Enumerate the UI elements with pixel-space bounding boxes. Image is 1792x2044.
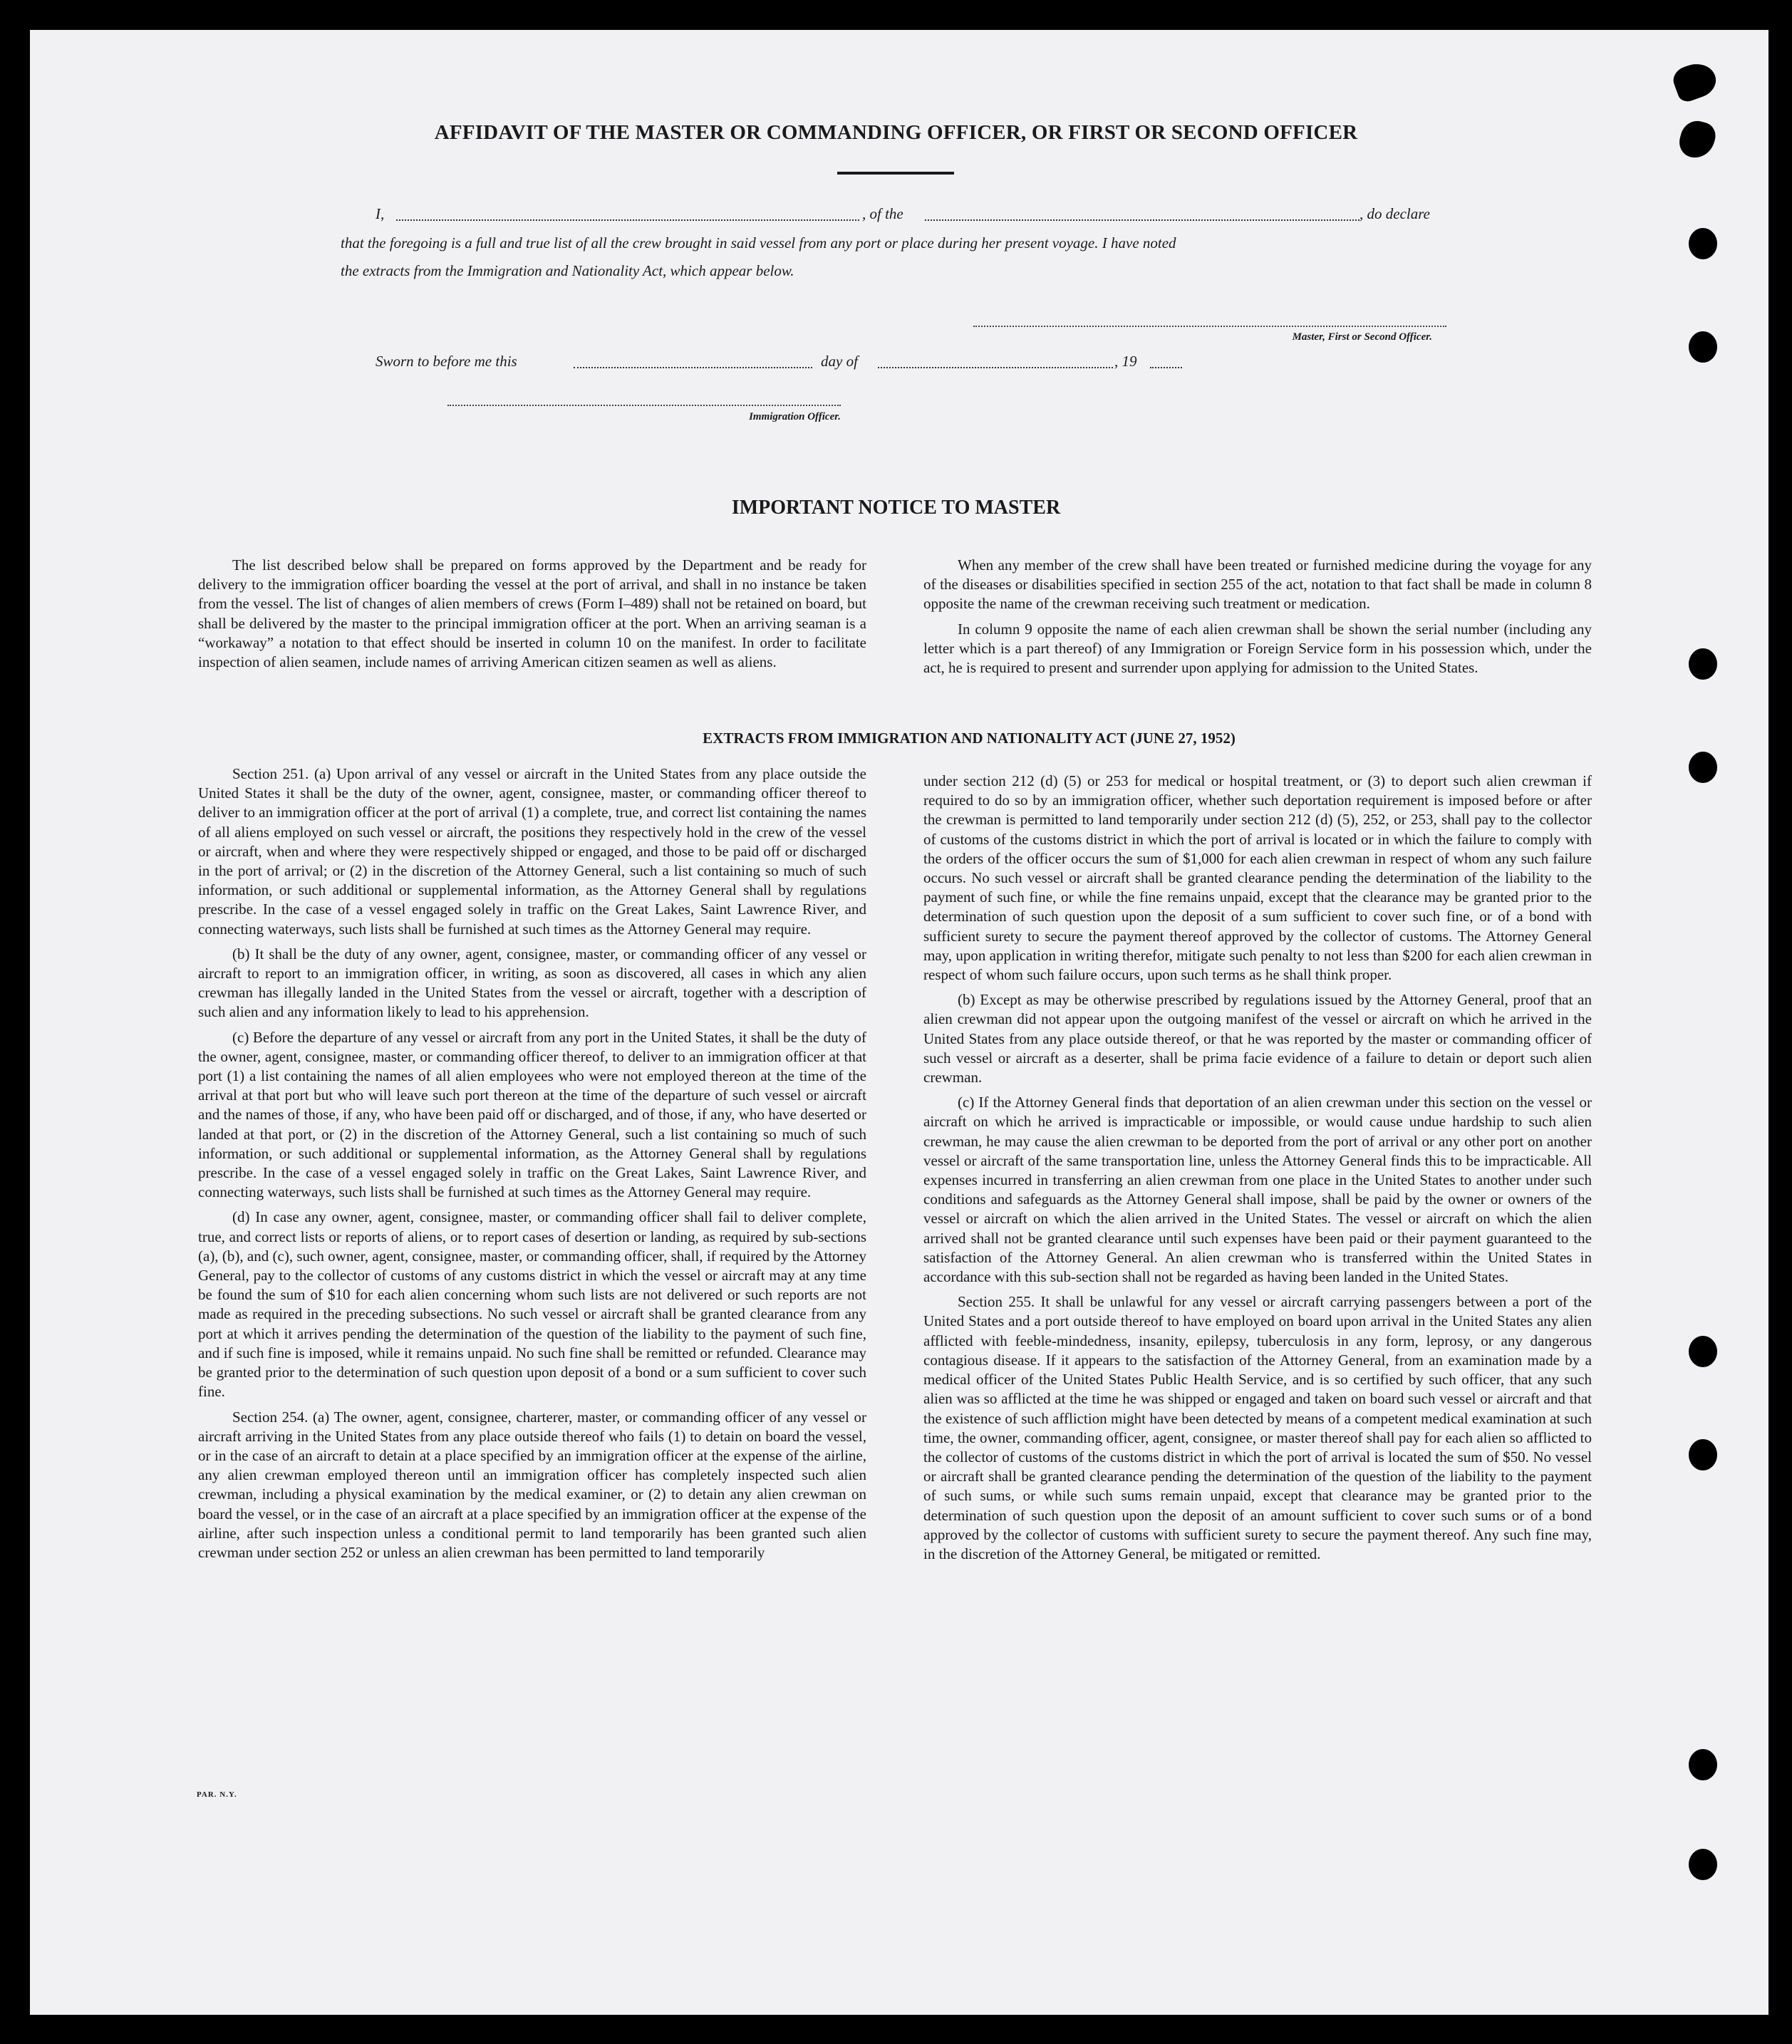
binder-hole	[1689, 228, 1717, 259]
master-signature-line	[973, 326, 1446, 327]
notice-right-paragraph-1: When any member of the crew shall have been treated or furnished medicine during the voyage for any of the diseases or disabilities specified in section 255 of the act, notation to that fact shall be made in column 8 opposite the name of the crewman receiving such treatment or medication.	[923, 556, 1592, 613]
officer-signature-label: Immigration Officer.	[749, 411, 841, 422]
affidavit-title: AFFIDAVIT OF THE MASTER OR COMMANDING OFFICER, OR FIRST OR SECOND OFFICER	[434, 121, 1358, 144]
vessel-blank-line	[925, 219, 1359, 221]
binder-hole	[1689, 1439, 1717, 1470]
binder-hole	[1689, 1749, 1717, 1780]
sworn-month-blank-line	[878, 367, 1113, 368]
notice-left-paragraph: The list described below shall be prepared on forms approved by the Department and be ready for delivery to the immigration officer boarding the vessel at the port of arrival, and shall in no instance be taken from the vessel. The list of changes of alien members of crews (Form I–489) shall not be retained on board, but shall be delivered by the master to the principal immigration officer at the port. When an arriving seaman is a “workaway” a notation to that effect should be inserted in column 10 on the manifest. In order to facilitate inspection of alien seamen, include names of arriving American citizen seamen as well as aliens.	[198, 556, 866, 671]
affidavit-line-3: the extracts from the Immigration and Nationality Act, which appear below.	[341, 262, 794, 279]
section-254-c: (c) If the Attorney General finds that deportation of an alien crewman under this section on the vessel or aircraft on which he arrived is impracticable or impossible, or would cause undue hardship to such alien crewman, he may cause the alien crewman to be deported from the port of arrival or any other port on another vessel or aircraft of the same transportation line, unless the Attorney General finds this to be impracticable. All expenses incurred in transferring an alien crewman from one place in the United States to another under such conditions and safeguards as the Attorney General shall impose, shall be paid by the owner or owners of the vessel or aircraft on which the alien arrived in the United States. The vessel or aircraft on which the alien arrived shall not be granted clearance until such expenses have been paid or their payment guaranteed to the satisfaction of the Attorney General. An alien crewman who is transferred within the United States in accordance with this sub-section shall not be regarded as having been landed in the United States.	[923, 1094, 1592, 1286]
section-251-d: (d) In case any owner, agent, consignee, master, or commanding officer shall fail to deliver complete, true, and correct lists or reports of aliens, or to report cases of desertion or landing, as required by sub-sections (a), (b), and (c), such owner, agent, consignee, master, or commanding officer, shall, if required by the Attorney General, pay to the collector of customs of any customs district in which the vessel or aircraft may at any time be found the sum of $10 for each alien concerning whom such lists are not delivered or such reports are not made as required in the preceding subsections. No such vessel or aircraft shall be granted clearance from any port at which it arrives pending the determination of the question of the liability to the payment of such fine, and if such fine is imposed, while it remains unpaid. No such fine shall be remitted or refunded. Clearance may be granted prior to the determination of such question upon deposit of a bond or a sum sufficient to cover such fine.	[198, 1208, 866, 1401]
section-254-a: Section 254. (a) The owner, agent, consignee, charterer, master, or commanding officer of any vessel or aircraft arriving in the United States from any place outside thereof who fails (1) to detain on board the vessel, or in the case of an aircraft to detain at a place specified by an immigration officer at the expense of the airline, any alien crewman employed thereon until an immigration officer has completely inspected such alien crewman, including a physical examination by the medical examiner, or (2) to detain any alien crewman on board the vessel, or in the case of an aircraft at a place specified by an immigration officer at the expense of the airline, after such inspection unless a conditional permit to land temporarily has been granted such alien crewman under section 252 or unless an alien crewman has been permitted to land temporarily	[198, 1408, 866, 1561]
binder-hole	[1689, 752, 1717, 783]
section-255: Section 255. It shall be unlawful for any vessel or aircraft carrying passengers between a port of the United States and a port outside thereof to have employed on board upon arrival in the United States any alien afflicted with feeble-mindedness, insanity, epilepsy, tuberculosis in any form, leprosy, or any dangerous contagious disease. If it appears to the satisfaction of the Attorney General, from an examination made by a medical officer of the United States Public Health Service, and is so certified by such officer, that any such alien was so afflicted at the time he was shipped or engaged and taken on board such vessel or aircraft and that the existence of such affliction might have been detected by means of a competent medical examination at such time, the owner, commanding officer, agent, consignee, or master thereof shall pay for each alien so afflicted to the collector of customs of the customs district in which the port of arrival is located the sum of $50. No vessel or aircraft shall be granted clearance pending the determination of the question of the liability to the payment of such sums, or while such sums remain unpaid, except that clearance may be granted prior to the determination of such question upon the deposit of an amount sufficient to cover such sums or of a bond approved by the collector of customs with sufficient surety to secure the payment thereof. Any such fine may, in the discretion of the Attorney General, be mitigated or remitted.	[923, 1293, 1592, 1562]
year-blank-line	[1150, 367, 1182, 368]
master-signature-label: Master, First or Second Officer.	[1292, 331, 1432, 343]
section-251-b: (b) It shall be the duty of any owner, agent, consignee, master, or commanding officer of any vessel or aircraft to report to an immigration officer, in writing, as soon as discovered, all cases in which any alien crewman has illegally landed in the United States from the vessel or aircraft, together with a description of such alien and any information likely to lead to his apprehension.	[198, 945, 866, 1021]
notice-left-column	[198, 556, 866, 678]
section-251-a: Section 251. (a) Upon arrival of any vessel or aircraft in the United States from any place outside the United States it shall be the duty of the owner, agent, consignee, master, or commanding officer thereof to deliver to an immigration officer at the port of arrival (1) a complete, true, and correct list containing the names of all aliens employed on such vessel or aircraft, the positions they respectively hold in the crew of the vessel or aircraft, when and where they were respectively shipped or engaged, and those to be paid off or discharged in the port of arrival; or (2) in the discretion of the Attorney General, such a list containing so much of such information, or such additional or supplemental information, as the Attorney General shall by regulations prescribe. In the case of a vessel engaged solely in traffic on the Great Lakes, Saint Lawrence River, and connecting waterways, such lists shall be furnished at such times as the Attorney General may require.	[198, 765, 866, 938]
section-251-c: (c) Before the departure of any vessel or aircraft from any port in the United States, it shall be the duty of the owner, agent, consignee, master, or commanding officer thereof, to deliver to an immigration officer at that port (1) a list containing the names of all alien employees who were not employed thereon at the time of the arrival at that port but who will leave such port thereon at the time of the departure of such vessel or aircraft and the names of those, if any, who have been paid off or discharged, and of those, if any, who have deserted or landed at that port, or (2) in the discretion of the Attorney General, such a list containing so much of such information, or such additional or supplemental information, as the Attorney General shall by regulations prescribe. In the case of a vessel engaged solely in traffic on the Great Lakes, Saint Lawrence River, and connecting waterways, such lists shall be furnished at such times as the Attorney General may require.	[198, 1028, 866, 1201]
sworn-label: Sworn to before me this	[376, 353, 517, 370]
sworn-day-blank-line	[574, 367, 812, 368]
year-label: , 19	[1114, 353, 1137, 370]
title-underline	[837, 172, 954, 175]
printer-mark: PAR. N.Y.	[197, 1790, 237, 1799]
notice-right-paragraph-2: In column 9 opposite the name of each alien crewman shall be shown the serial number (including any letter which is a part thereof) of any Immigration or Foreign Service form in his possession which, under the act, he is required to present and surrender upon applying for admission to the United States.	[923, 620, 1592, 677]
notice-right-column	[923, 556, 1592, 683]
binder-hole	[1689, 1336, 1717, 1367]
notice-title: IMPORTANT NOTICE TO MASTER	[731, 497, 1061, 519]
of-the-label: , of the	[862, 205, 903, 222]
extracts-left-column	[198, 764, 866, 1568]
name-blank-line	[396, 219, 859, 221]
section-254-b: (b) Except as may be otherwise prescribed by regulations issued by the Attorney General, proof that an alien crewman did not appear upon the outgoing manifest of the vessel or aircraft on which he arrived in the United States from any place outside thereof, or that he was reported by the master or commanding officer of such vessel or aircraft as a deserter, shall be prima facie evidence of a failure to detain or deport such alien crewman.	[923, 991, 1592, 1086]
affidavit-line-2: that the foregoing is a full and true list of all the crew brought in said vessel from any port or place during her present voyage. I have noted	[341, 234, 1176, 251]
binder-hole	[1689, 1849, 1717, 1880]
affidavit-i-label: I,	[376, 205, 385, 222]
officer-signature-line	[447, 405, 841, 406]
day-of-label: day of	[821, 353, 858, 370]
extracts-right-column	[923, 772, 1592, 1570]
binder-hole	[1689, 331, 1717, 363]
section-254-a-continued: under section 212 (d) (5) or 253 for medical or hospital treatment, or (3) to deport such alien crewman if required to do so by an immigration officer, whether such deportation requirement is imposed before or after the crewman is permitted to land temporarily under section 212 (d) (5), 252, or 253, shall pay to the collector of customs of the customs district in which the port of arrival is located or in which the failure to comply with the orders of the officer occurs the sum of $1,000 for each alien crewman in respect of whom any such failure occurs. No such vessel or aircraft shall be granted clearance pending the determination of the liability to the payment of such fine, or while the fine remains unpaid, except that the clearance may be granted prior to the determination of such question upon the deposit of a sum sufficient to cover such fine, or of a bond with sufficient surety to secure the payment thereof approved by the collector of customs. The Attorney General may, upon application in writing therefor, mitigate such penalty to not less than $200 for each alien crewman in respect of whom such failure occurs, upon such terms as he shall think proper.	[923, 772, 1592, 984]
binder-hole	[1689, 648, 1717, 680]
do-declare-label: , do declare	[1359, 205, 1430, 222]
extracts-title: EXTRACTS FROM IMMIGRATION AND NATIONALITY ACT (JUNE 27, 1952)	[703, 730, 1236, 747]
